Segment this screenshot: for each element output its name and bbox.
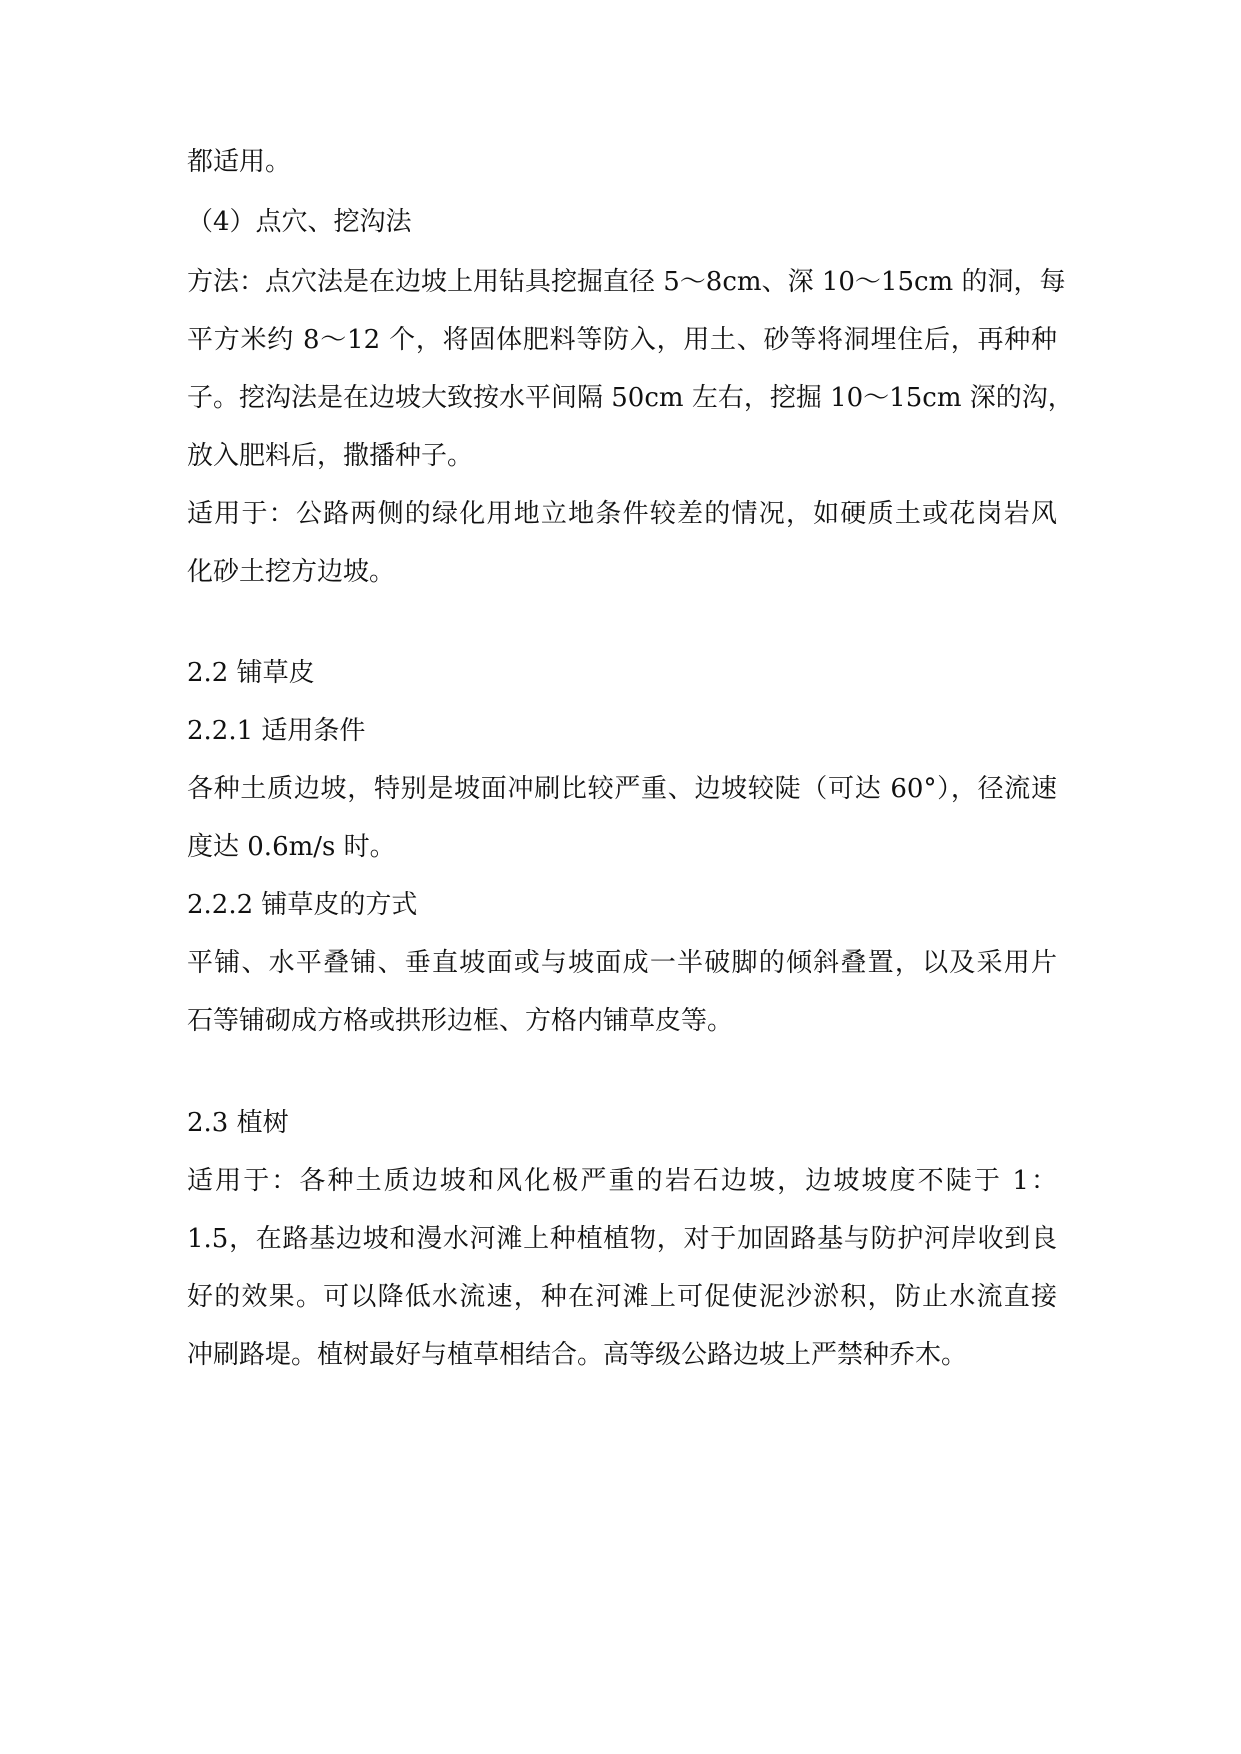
applicable-line: 化砂土挖方边坡。 [187,557,396,587]
applicable-line: 适用于：公路两侧的绿化用地立地条件较差的情况，如硬质土或花岗岩风 [187,499,1057,529]
section-heading-2-2: 2.2 铺草皮 [187,658,315,688]
paragraph-line: 冲刷路堤。植树最好与植草相结合。高等级公路边坡上严禁种乔木。 [187,1340,968,1370]
paragraph-line: 石等铺砌成方格或拱形边框、方格内铺草皮等。 [187,1006,734,1036]
paragraph-line: 1.5，在路基边坡和漫水河滩上种植植物，对于加固路基与防护河岸收到良 [187,1224,1057,1254]
paragraph-line: 度达 0.6m/s 时。 [187,832,396,862]
method-line: 方法：点穴法是在边坡上用钻具挖掘直径 5～8cm、深 10～15cm 的洞，每 [187,267,1066,297]
subsection-heading-2-2-1: 2.2.1 适用条件 [187,716,366,746]
method-line: 平方米约 8～12 个，将固体肥料等防入，用土、砂等将洞埋住后，再种种 [187,325,1057,355]
paragraph-line: 好的效果。可以降低水流速，种在河滩上可促使泥沙淤积，防止水流直接 [187,1282,1057,1312]
section-heading-2-3: 2.3 植树 [187,1108,289,1138]
method-line: 子。挖沟法是在边坡大致按水平间隔 50cm 左右，挖掘 10～15cm 深的沟， [187,383,1074,413]
paragraph-line: 适用于：各种土质边坡和风化极严重的岩石边坡，边坡坡度不陡于 1： [187,1166,1057,1196]
carry-over-text: 都适用。 [187,147,292,177]
subsection-heading-2-2-2: 2.2.2 铺草皮的方式 [187,890,418,920]
paragraph-line: 平铺、水平叠铺、垂直坡面或与坡面成一半破脚的倾斜叠置，以及采用片 [187,948,1057,978]
method-line: 放入肥料后，撒播种子。 [187,441,474,471]
section-heading-dig-method: （4）点穴、挖沟法 [187,207,412,237]
paragraph-line: 各种土质边坡，特别是坡面冲刷比较严重、边坡较陡（可达 60°），径流速 [187,774,1057,804]
